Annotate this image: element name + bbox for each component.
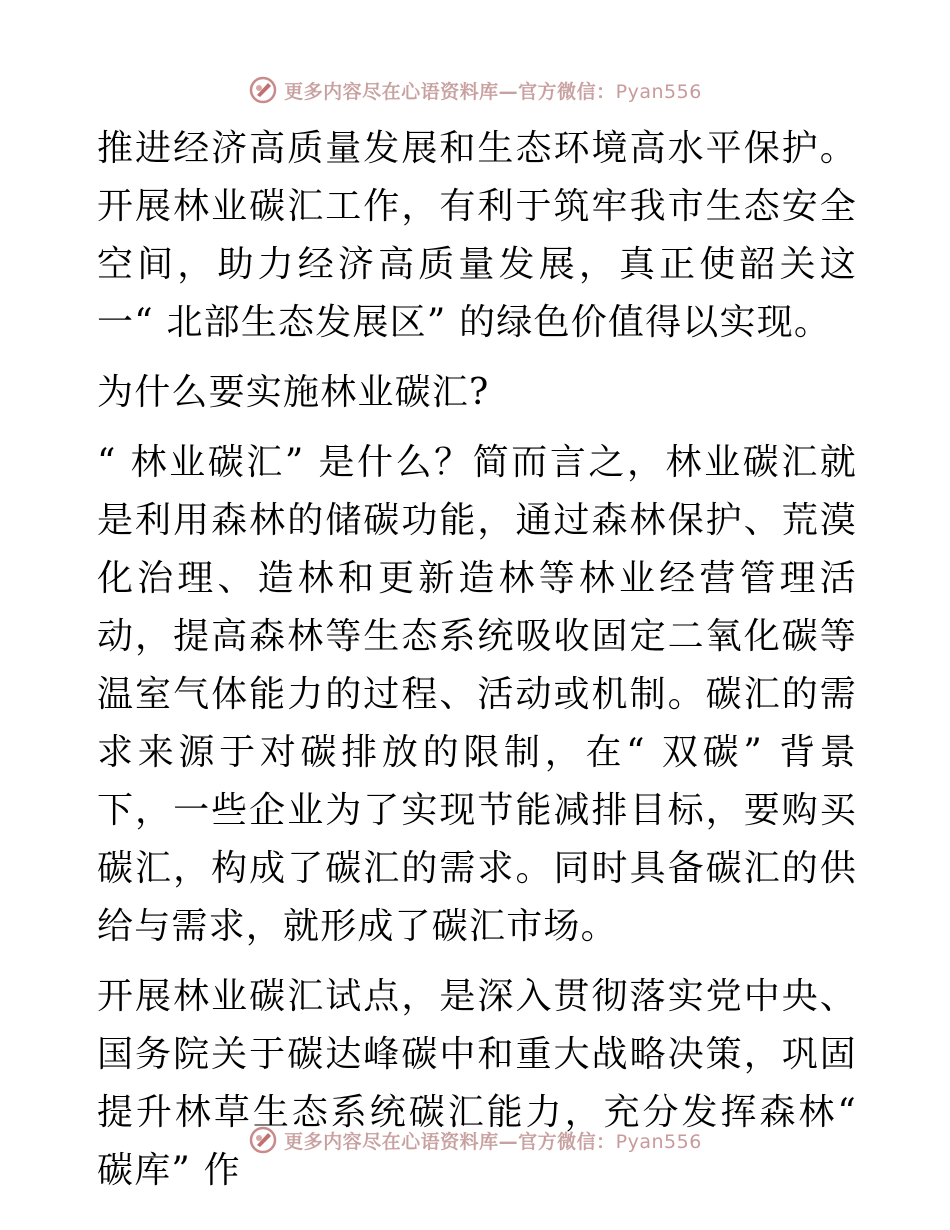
watermark-logo-icon [248,1125,278,1155]
document-body [97,120,857,1212]
header-watermark [0,70,950,110]
watermark-text: 更多内容尽在心语资料库—官方微信：Pyan556 [284,1130,702,1153]
paragraph-pilot: 开展林业碳汇试点，是深入贯彻落实党中央、国务院关于碳达峰碳中和重大战略决策，巩固提升林草生态系统碳汇能力，充分发挥森林“ 碳库” 作 [97,976,857,1191]
watermark-id: Pyan556 [615,80,702,103]
paragraph-intro: 推进经济高质量发展和生态环境高水平保护。开展林业碳汇工作，有利于筑牢我市生态安全空间，助力经济高质量发展，真正使韶关这一“ 北部生态发展区” 的绿色价值得以实现。 [97,128,857,343]
watermark-id: Pyan556 [615,1130,702,1153]
watermark-logo-icon [248,75,278,105]
paragraph-definition: “ 林业碳汇” 是什么？简而言之，林业碳汇就是利用森林的储碳功能，通过森林保护、荒漠化治理、造林和更新造林等林业经营管理活动，提高森林等生态系统吸收固定二氧化碳等温室气体能力的过程、活动或机制。碳汇的需求来源于对碳排放的限制，在“ 双碳” 背景下，一些企业为了实现节能减排目标，要购买碳汇，构成了碳汇的需求。同时具备碳汇的供给与需求，就形成了碳汇市场。 [97,442,857,947]
footer-watermark [0,1120,950,1160]
section-heading: 为什么要实施林业碳汇? [97,372,490,413]
watermark-text: 更多内容尽在心语资料库—官方微信：Pyan556 [284,80,702,103]
